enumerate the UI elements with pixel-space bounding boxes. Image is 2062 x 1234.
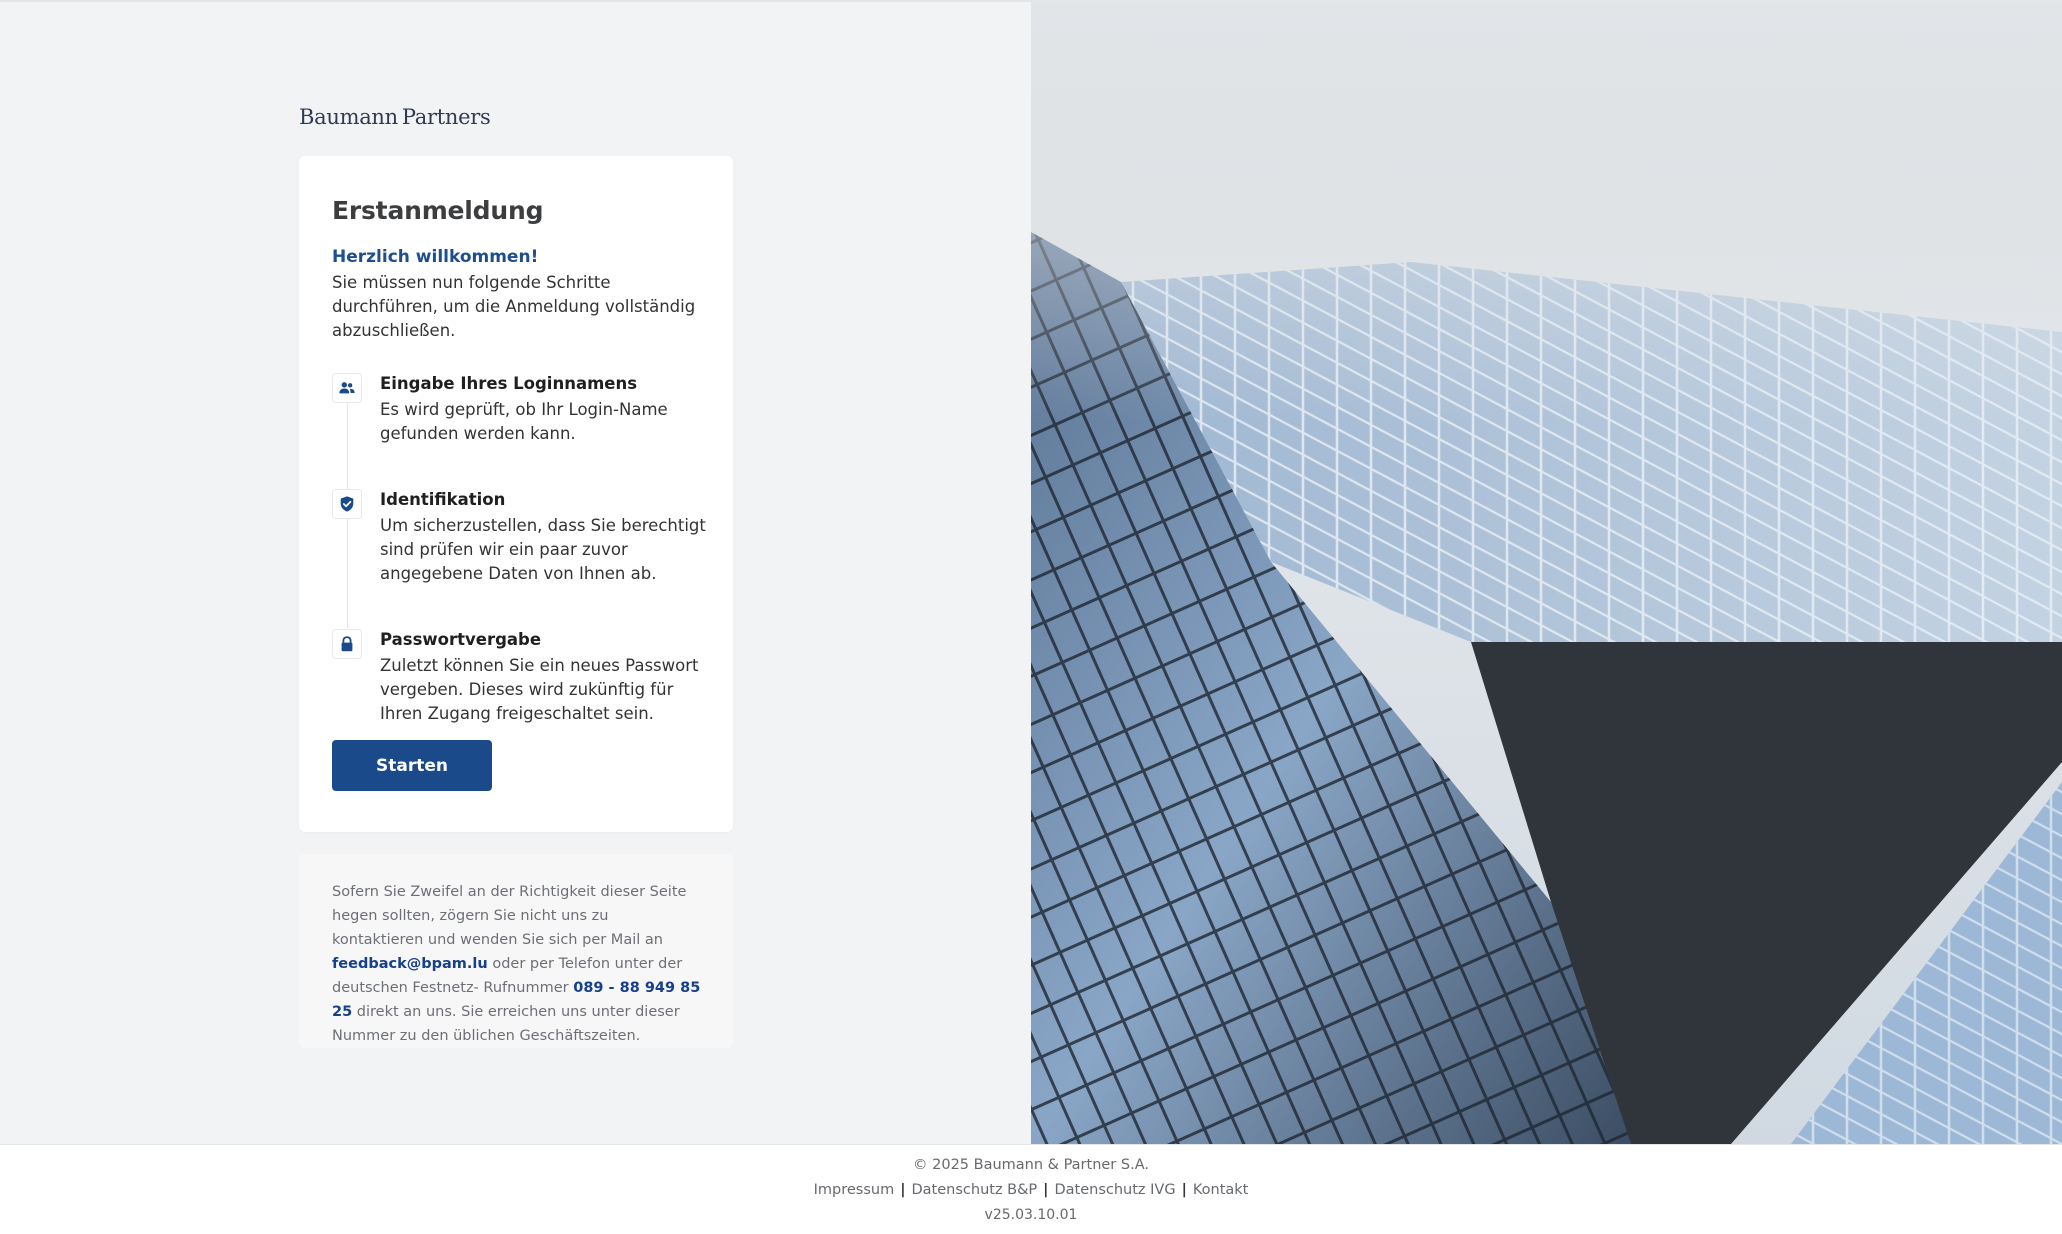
- info-text: oder per Telefon unter der deutschen Festnetz- Rufnummer: [332, 956, 683, 996]
- step-title: Passwortvergabe: [380, 630, 542, 649]
- step-login-name: [332, 373, 701, 489]
- step-description: Um sicherzustellen, dass Sie berechtigt sind prüfen wir ein paar zuvor angegebene Daten von Ihnen ab.: [380, 516, 706, 583]
- contact-info-box: [299, 854, 733, 1048]
- brand-logo[interactable]: [299, 100, 489, 134]
- step-title: Eingabe Ihres Loginnamens: [380, 374, 638, 393]
- footer-links: [0, 1182, 2062, 1198]
- footer-link-kontakt[interactable]: Kontakt: [1192, 1182, 1249, 1198]
- logo-text-left: Baumann: [299, 105, 398, 129]
- page-title: Erstanmeldung: [332, 196, 544, 225]
- steps-list: [332, 373, 706, 735]
- info-text: Sofern Sie Zweifel an der Richtigkeit dieser Seite hegen sollten, zögern Sie nicht uns zu kontaktieren und wenden Sie sich per Mail an: [332, 884, 687, 948]
- step-description: Zuletzt können Sie ein neues Passwort vergeben. Dieses wird zukünftig für Ihren Zugang freigeschaltet sein.: [380, 656, 699, 723]
- version-text: v25.03.10.01: [984, 1207, 1078, 1223]
- link-separator: |: [1181, 1182, 1187, 1198]
- lock-icon: [332, 629, 362, 659]
- feedback-email-link[interactable]: feedback@bpam.lu: [332, 956, 488, 972]
- users-icon: [332, 373, 362, 403]
- phone-number-link[interactable]: 089 - 88 949 85 25: [332, 980, 701, 1020]
- footer-link-datenschutz-bp[interactable]: Datenschutz B&P: [911, 1182, 1038, 1198]
- footer-link-impressum[interactable]: Impressum: [813, 1182, 895, 1198]
- link-separator: |: [900, 1182, 906, 1198]
- building-photo: [1031, 2, 2062, 1144]
- step-identification: [332, 489, 706, 629]
- footer-link-datenschutz-ivg[interactable]: Datenschutz IVG: [1054, 1182, 1176, 1198]
- welcome-text: Herzlich willkommen!: [332, 247, 539, 267]
- page-footer: [0, 1144, 2062, 1234]
- start-button[interactable]: Starten: [332, 740, 492, 791]
- copyright-text: © 2025 Baumann & Partner S.A.: [913, 1157, 1149, 1173]
- logo-text-right: Partners: [401, 105, 491, 129]
- intro-text: Sie müssen nun folgende Schritte durchführen, um die Anmeldung vollständig abzuschließen.: [332, 273, 696, 340]
- step-description: Es wird geprüft, ob Ihr Login-Name gefunden werden kann.: [380, 400, 668, 443]
- step-title: Identifikation: [380, 490, 506, 509]
- shield-check-icon: [332, 489, 362, 519]
- link-separator: |: [1043, 1182, 1049, 1198]
- step-password: [332, 629, 701, 735]
- info-text: direkt an uns. Sie erreichen uns unter dieser Nummer zu den üblichen Geschäftszeiten.: [332, 1004, 680, 1044]
- login-panel: [0, 2, 1031, 1144]
- first-login-card: [299, 156, 733, 832]
